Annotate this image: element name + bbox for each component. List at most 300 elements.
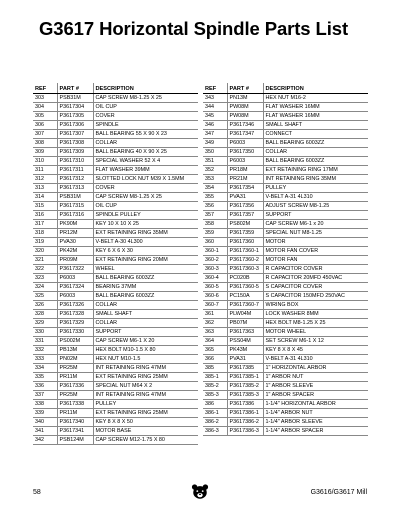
table-row (203, 427, 368, 436)
ref-cell: 360-2 (203, 256, 227, 265)
ref-cell: 349 (203, 139, 227, 148)
part-number-cell: P3617360 (227, 238, 263, 247)
table-row (203, 103, 368, 112)
ref-cell: 312 (33, 175, 57, 184)
description-cell: FLAT WASHER 16MM (263, 112, 368, 121)
table-row (203, 283, 368, 292)
part-number-cell: PSB124M (57, 436, 93, 445)
description-cell: WIRING BOX (263, 301, 368, 310)
ref-cell: 307 (33, 130, 57, 139)
part-number-cell: P6003 (57, 292, 93, 301)
description-cell: COLLAR (93, 319, 198, 328)
table-row (33, 382, 198, 391)
part-number-cell: P3617330 (57, 328, 93, 337)
table-row (33, 94, 198, 103)
part-number-cell: P3617324 (57, 283, 93, 292)
ref-cell: 325 (33, 292, 57, 301)
table-row (203, 112, 368, 121)
ref-cell: 315 (33, 202, 57, 211)
description-cell: V-BELT A-31 4L310 (263, 355, 368, 364)
table-row (33, 256, 198, 265)
table-row (33, 265, 198, 274)
table-row (33, 148, 198, 157)
description-cell: SPINDLE (93, 121, 198, 130)
table-row (203, 319, 368, 328)
table-row (203, 247, 368, 256)
table-row (33, 166, 198, 175)
part-number-cell: PR21M (227, 175, 263, 184)
description-cell: BALL BEARING 55 X 90 X 23 (93, 130, 198, 139)
part-number-cell: P3617360-3 (227, 265, 263, 274)
ref-cell: 356 (203, 202, 227, 211)
description-cell: EXT RETAINING RING 20MM (93, 256, 198, 265)
description-cell: SLOTTED LOCK NUT M39 X 1.5MM (93, 175, 198, 184)
description-column-header: DESCRIPTION (263, 83, 368, 94)
ref-cell: 332 (33, 346, 57, 355)
ref-cell: 334 (33, 364, 57, 373)
table-row (203, 229, 368, 238)
ref-cell: 361 (203, 310, 227, 319)
table-row (33, 355, 198, 364)
description-cell: 1" ARBOR NUT (263, 373, 368, 382)
description-cell: PULLEY (93, 400, 198, 409)
table-row (33, 310, 198, 319)
ref-cell: 323 (33, 274, 57, 283)
description-cell: SMALL SHAFT (263, 121, 368, 130)
description-cell: EXT RETAINING RING 35MM (93, 229, 198, 238)
ref-cell: 331 (33, 337, 57, 346)
ref-column-header: REF (33, 83, 57, 94)
part-number-cell: P3617304 (57, 103, 93, 112)
part-number-cell: P3617322 (57, 265, 93, 274)
table-row (33, 247, 198, 256)
table-row (33, 391, 198, 400)
part-number-cell: P6003 (57, 274, 93, 283)
ref-cell: 328 (33, 310, 57, 319)
ref-cell: 360-7 (203, 301, 227, 310)
description-cell: PULLEY (263, 184, 368, 193)
description-cell: SPECIAL WASHER 52 X 4 (93, 157, 198, 166)
table-row (203, 130, 368, 139)
part-number-cell: PSS04M (227, 337, 263, 346)
ref-cell: 306 (33, 121, 57, 130)
part-number-cell: PVA31 (227, 355, 263, 364)
table-row (203, 409, 368, 418)
ref-cell: 324 (33, 283, 57, 292)
model-name: G3616/G3617 Mill (310, 489, 367, 496)
table-row (33, 175, 198, 184)
ref-cell: 303 (33, 94, 57, 103)
part-number-cell: PC020B (227, 274, 263, 283)
description-cell: COVER (93, 112, 198, 121)
table-row (33, 112, 198, 121)
table-row (203, 301, 368, 310)
ref-cell: 335 (33, 373, 57, 382)
part-number-cell: P3617329 (57, 319, 93, 328)
part-column-header: PART # (227, 83, 263, 94)
ref-cell: 333 (33, 355, 57, 364)
description-cell: HEX NUT M16-2 (263, 94, 368, 103)
table-row (33, 130, 198, 139)
ref-cell: 386 (203, 400, 227, 409)
page-title: G3617 Horizontal Spindle Parts List (39, 18, 349, 39)
description-cell: V-BELT A-30 4L300 (93, 238, 198, 247)
ref-cell: 340 (33, 418, 57, 427)
part-column-header: PART # (57, 83, 93, 94)
ref-cell: 341 (33, 427, 57, 436)
ref-cell: 385-3 (203, 391, 227, 400)
part-number-cell: P3617360-7 (227, 301, 263, 310)
table-row (203, 364, 368, 373)
ref-cell: 365 (203, 346, 227, 355)
ref-cell: 321 (33, 256, 57, 265)
description-cell: INT RETAINING RING 47MM (93, 391, 198, 400)
table-row (33, 121, 198, 130)
table-row (33, 427, 198, 436)
parts-table-right (203, 83, 368, 436)
part-number-cell: PR11M (57, 409, 93, 418)
part-number-cell: PS802M (227, 220, 263, 229)
description-cell: BALL BEARING 6003ZZ (263, 139, 368, 148)
ref-cell: 386-1 (203, 409, 227, 418)
ref-cell: 360-4 (203, 274, 227, 283)
ref-cell: 314 (33, 193, 57, 202)
ref-cell: 329 (33, 319, 57, 328)
part-number-cell: P3617386-3 (227, 427, 263, 436)
description-cell: 1-1/4" ARBOR NUT (263, 409, 368, 418)
part-number-cell: P3617359 (227, 229, 263, 238)
table-row (33, 238, 198, 247)
ref-cell: 385-2 (203, 382, 227, 391)
part-number-cell: PK90M (57, 220, 93, 229)
ref-cell: 346 (203, 121, 227, 130)
table-row (203, 139, 368, 148)
description-cell: ADJUST SCREW M8-1.25 (263, 202, 368, 211)
table-row (33, 202, 198, 211)
part-number-cell: PN13M (227, 94, 263, 103)
part-number-cell: P3617360-5 (227, 283, 263, 292)
ref-cell: 320 (33, 247, 57, 256)
part-number-cell: P3617350 (227, 148, 263, 157)
table-row (203, 328, 368, 337)
description-cell: S CAPACITOR 150MFD 250VAC (263, 292, 368, 301)
part-number-cell: P3617386 (227, 400, 263, 409)
ref-cell: 311 (33, 166, 57, 175)
description-cell: COLLAR (93, 139, 198, 148)
part-number-cell: P3617385-3 (227, 391, 263, 400)
table-row (203, 193, 368, 202)
part-number-cell: P3617305 (57, 112, 93, 121)
table-row (203, 382, 368, 391)
table-row (203, 265, 368, 274)
description-cell: SPINDLE PULLEY (93, 211, 198, 220)
description-cell: HEX BOLT M10-1.5 X 80 (93, 346, 198, 355)
description-cell: KEY 10 X 10 X 25 (93, 220, 198, 229)
ref-cell: 330 (33, 328, 57, 337)
table-row (33, 436, 198, 445)
table-row (33, 292, 198, 301)
table-row (33, 400, 198, 409)
part-number-cell: PW08M (227, 103, 263, 112)
description-cell: EXT RETAINING RING 17MM (263, 166, 368, 175)
description-cell: R CAPACITOR 20MFD 450VAC (263, 274, 368, 283)
table-row (33, 373, 198, 382)
table-header-row (203, 83, 368, 94)
table-row (33, 301, 198, 310)
description-cell: COLLAR (93, 301, 198, 310)
description-cell: BEARING 37MM (93, 283, 198, 292)
part-number-cell: P3617311 (57, 166, 93, 175)
ref-cell: 322 (33, 265, 57, 274)
table-row (203, 337, 368, 346)
ref-cell: 360-6 (203, 292, 227, 301)
table-row (33, 220, 198, 229)
table-row (203, 211, 368, 220)
ref-cell: 317 (33, 220, 57, 229)
table-row (33, 193, 198, 202)
part-number-cell: P3617385-2 (227, 382, 263, 391)
description-cell: SUPPORT (263, 211, 368, 220)
table-row (33, 346, 198, 355)
description-cell: OIL CUP (93, 202, 198, 211)
bear-head-logo-icon (191, 483, 209, 501)
ref-cell: 336 (33, 382, 57, 391)
description-cell: 1" HORIZONTAL ARBOR (263, 364, 368, 373)
part-number-cell: PN02M (57, 355, 93, 364)
table-row (33, 103, 198, 112)
table-row (203, 184, 368, 193)
ref-column-header: REF (203, 83, 227, 94)
description-cell: 1" ARBOR SPACER (263, 391, 368, 400)
part-number-cell: PR12M (57, 229, 93, 238)
description-cell: KEY 8 X 8 X 50 (93, 418, 198, 427)
part-number-cell: P3617360-2 (227, 256, 263, 265)
table-row (33, 139, 198, 148)
ref-cell: 309 (33, 148, 57, 157)
table-row (33, 274, 198, 283)
ref-cell: 339 (33, 409, 57, 418)
table-row (203, 346, 368, 355)
part-number-cell: P3617306 (57, 121, 93, 130)
ref-cell: 363 (203, 328, 227, 337)
description-cell: WHEEL (93, 265, 198, 274)
table-row (33, 184, 198, 193)
table-row (203, 175, 368, 184)
ref-cell: 364 (203, 337, 227, 346)
ref-cell: 352 (203, 166, 227, 175)
ref-cell: 353 (203, 175, 227, 184)
table-row (203, 418, 368, 427)
part-number-cell: P3617313 (57, 184, 93, 193)
table-row (33, 229, 198, 238)
part-number-cell: P3617315 (57, 202, 93, 211)
part-number-cell: P3617310 (57, 157, 93, 166)
table-row (33, 319, 198, 328)
part-number-cell: PR11M (57, 373, 93, 382)
part-number-cell: PK43M (227, 346, 263, 355)
ref-cell: 362 (203, 319, 227, 328)
ref-cell: 326 (33, 301, 57, 310)
ref-cell: 337 (33, 391, 57, 400)
description-cell: 1-1/4" ARBOR SLEEVE (263, 418, 368, 427)
ref-cell: 304 (33, 103, 57, 112)
part-number-cell: P3617363 (227, 328, 263, 337)
ref-cell: 310 (33, 157, 57, 166)
description-cell: HEX BOLT M8-1.25 X 25 (263, 319, 368, 328)
ref-cell: 338 (33, 400, 57, 409)
table-row (203, 274, 368, 283)
table-row (33, 283, 198, 292)
description-cell: BALL BEARING 6003ZZ (93, 292, 198, 301)
description-cell: KEY 8 X 8 X 45 (263, 346, 368, 355)
part-number-cell: PR09M (57, 256, 93, 265)
part-number-cell: P6003 (227, 139, 263, 148)
table-row (203, 256, 368, 265)
ref-cell: 313 (33, 184, 57, 193)
ref-cell: 360-5 (203, 283, 227, 292)
part-number-cell: P3617356 (227, 202, 263, 211)
parts-table-left (33, 83, 198, 445)
ref-cell: 305 (33, 112, 57, 121)
description-cell: CAP SCREW M6-1 x 20 (263, 220, 368, 229)
description-cell: V-BELT A-31 4L310 (263, 193, 368, 202)
part-number-cell: PLW04M (227, 310, 263, 319)
description-cell: KEY 6 X 6 X 30 (93, 247, 198, 256)
description-cell: MOTOR (263, 238, 368, 247)
description-cell: EXT RETAINING RING 25MM (93, 373, 198, 382)
part-number-cell: P3617360-1 (227, 247, 263, 256)
description-cell: 1" ARBOR SLEEVE (263, 382, 368, 391)
description-cell: BALL BEARING 40 X 90 X 25 (93, 148, 198, 157)
description-cell: MOTOR FAN (263, 256, 368, 265)
description-cell: COVER (93, 184, 198, 193)
part-number-cell: PR25M (57, 364, 93, 373)
part-number-cell: PVA31 (227, 193, 263, 202)
description-cell: SUPPORT (93, 328, 198, 337)
ref-cell: 360-3 (203, 265, 227, 274)
description-cell: FLAT WASHER 39MM (93, 166, 198, 175)
ref-cell: 355 (203, 193, 227, 202)
table-row (203, 373, 368, 382)
ref-cell: 308 (33, 139, 57, 148)
ref-cell: 360-1 (203, 247, 227, 256)
table-row (203, 310, 368, 319)
part-number-cell: P3617385-1 (227, 373, 263, 382)
table-header-row (33, 83, 198, 94)
ref-cell: 360 (203, 238, 227, 247)
description-cell: CAP SCREW M6-1 X 20 (93, 337, 198, 346)
description-cell: SMALL SHAFT (93, 310, 198, 319)
table-row (33, 157, 198, 166)
description-cell: MOTOR WHEEL (263, 328, 368, 337)
ref-cell: 344 (203, 103, 227, 112)
table-row (33, 337, 198, 346)
ref-cell: 386-2 (203, 418, 227, 427)
description-cell: MOTOR FAN COVER (263, 247, 368, 256)
part-number-cell: PS002M (57, 337, 93, 346)
description-cell: LOCK WASHER 8MM (263, 310, 368, 319)
ref-cell: 345 (203, 112, 227, 121)
description-cell: OIL CUP (93, 103, 198, 112)
part-number-cell: P6003 (227, 157, 263, 166)
description-cell: SPECIAL NUT M8-1.25 (263, 229, 368, 238)
table-row (203, 391, 368, 400)
table-row (33, 211, 198, 220)
description-cell: INT RETAINING RING 35MM (263, 175, 368, 184)
description-cell: HEX NUT M10-1.5 (93, 355, 198, 364)
part-number-cell: P3617386-2 (227, 418, 263, 427)
ref-cell: 385-1 (203, 373, 227, 382)
description-cell: R CAPACITOR COVER (263, 265, 368, 274)
ref-cell: 347 (203, 130, 227, 139)
description-cell: S CAPACITOR COVER (263, 283, 368, 292)
part-number-cell: P3617341 (57, 427, 93, 436)
table-row (203, 166, 368, 175)
ref-cell: 351 (203, 157, 227, 166)
part-number-cell: PVA30 (57, 238, 93, 247)
part-number-cell: PB07M (227, 319, 263, 328)
part-number-cell: P3617347 (227, 130, 263, 139)
description-cell: MOTOR BASE (93, 427, 198, 436)
part-number-cell: P3617357 (227, 211, 263, 220)
ref-cell: 343 (203, 94, 227, 103)
part-number-cell: P3617336 (57, 382, 93, 391)
part-number-cell: P3617308 (57, 139, 93, 148)
ref-cell: 318 (33, 229, 57, 238)
ref-cell: 354 (203, 184, 227, 193)
part-number-cell: P3617385 (227, 364, 263, 373)
part-number-cell: PR25M (57, 391, 93, 400)
description-cell: BALL BEARING 6003ZZ (263, 157, 368, 166)
part-number-cell: PW08M (227, 112, 263, 121)
description-cell: EXT RETAINING RING 25MM (93, 409, 198, 418)
ref-cell: 357 (203, 211, 227, 220)
ref-cell: 366 (203, 355, 227, 364)
table-row (33, 364, 198, 373)
description-cell: CAP SCREW M12-1.75 X 80 (93, 436, 198, 445)
description-cell: COLLAR (263, 148, 368, 157)
description-cell: CONNECT (263, 130, 368, 139)
table-row (203, 202, 368, 211)
table-row (203, 148, 368, 157)
description-cell: BALL BEARING 6003ZZ (93, 274, 198, 283)
part-number-cell: P3617346 (227, 121, 263, 130)
ref-cell: 359 (203, 229, 227, 238)
ref-cell: 350 (203, 148, 227, 157)
table-row (203, 94, 368, 103)
ref-cell: 342 (33, 436, 57, 445)
part-number-cell: PSB31M (57, 193, 93, 202)
table-row (203, 238, 368, 247)
part-number-cell: P3617354 (227, 184, 263, 193)
ref-cell: 386-3 (203, 427, 227, 436)
table-row (203, 355, 368, 364)
ref-cell: 385 (203, 364, 227, 373)
ref-cell: 319 (33, 238, 57, 247)
part-number-cell: PK42M (57, 247, 93, 256)
ref-cell: 358 (203, 220, 227, 229)
part-number-cell: PR18M (227, 166, 263, 175)
part-number-cell: P3617340 (57, 418, 93, 427)
table-row (203, 157, 368, 166)
description-cell: FLAT WASHER 16MM (263, 103, 368, 112)
part-number-cell: PB13M (57, 346, 93, 355)
page-number: 58 (33, 489, 41, 496)
table-row (203, 121, 368, 130)
description-cell: 1-1/4" ARBOR SPACER (263, 427, 368, 436)
description-cell: CAP SCREW M8-1.25 X 25 (93, 193, 198, 202)
part-number-cell: PSB31M (57, 94, 93, 103)
